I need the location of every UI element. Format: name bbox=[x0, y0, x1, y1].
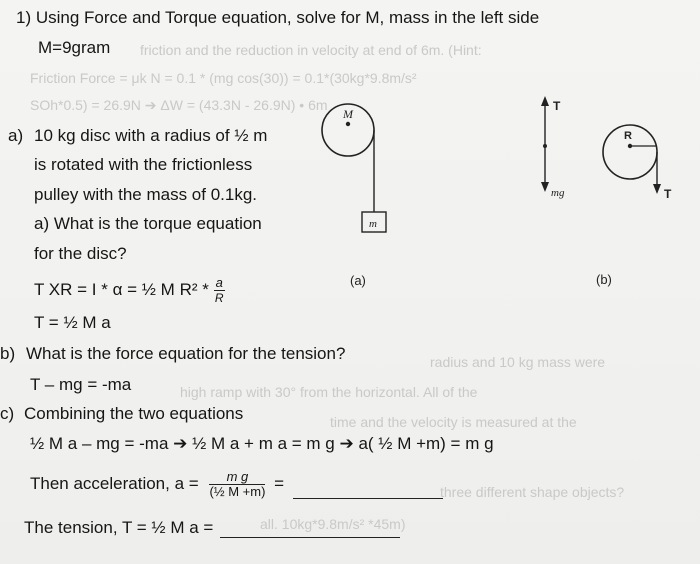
pulley-mass-label: M bbox=[343, 107, 353, 121]
question-header: 1) Using Force and Torque equation, solve for M, mass in the left side bbox=[16, 8, 540, 27]
bleed-text-7: three different shape objects? bbox=[440, 484, 625, 500]
radius-label: R bbox=[624, 130, 632, 142]
tension-label-a: T bbox=[553, 99, 561, 113]
weight-arrow-head bbox=[541, 182, 549, 192]
given-mass: M=9gram bbox=[38, 38, 111, 57]
acceleration-prefix: Then acceleration, a = bbox=[30, 473, 199, 493]
tension-label-b: T bbox=[664, 187, 672, 201]
part-a-line-1: 10 kg disc with a radius of ½ m bbox=[34, 126, 268, 145]
acceleration-num: m g bbox=[209, 470, 265, 485]
part-a-label: a) bbox=[8, 126, 24, 145]
part-a-line-4: a) What is the torque equation bbox=[34, 214, 262, 233]
weight-label: mg bbox=[551, 187, 565, 199]
tension-b-arrow-head bbox=[653, 184, 661, 194]
part-b-label: b) bbox=[0, 344, 16, 363]
bleed-text-8: all. 10kg*9.8m/s² *45m) bbox=[260, 516, 406, 532]
torque-equation-text: T XR = I * α = ½ M R² * bbox=[34, 279, 209, 299]
bleed-text-5: high ramp with 30° from the horizontal. All of the bbox=[180, 384, 478, 400]
acceleration-equals: = bbox=[274, 473, 285, 493]
figure-a bbox=[322, 104, 386, 288]
figure-b-free-body bbox=[541, 96, 565, 199]
block-mass-label: m bbox=[369, 218, 377, 230]
pulley-axle bbox=[346, 122, 350, 126]
mass-point bbox=[543, 144, 547, 148]
torque-fraction-den: R bbox=[214, 291, 224, 305]
force-equation: T – mg = -ma bbox=[30, 375, 132, 394]
part-b-question: What is the force equation for the tension? bbox=[26, 344, 346, 363]
figure-b-disc bbox=[596, 125, 672, 287]
bleed-text-6: time and the velocity is measured at the bbox=[330, 414, 577, 430]
part-c-question: Combining the two equations bbox=[24, 404, 244, 423]
combined-equation: ½ M a – mg = -ma ➔ ½ M a + m a = m g ➔ a( ½ M +m) = m g bbox=[30, 434, 494, 453]
acceleration-den: (½ M +m) bbox=[209, 484, 266, 499]
part-a-line-3: pulley with the mass of 0.1kg. bbox=[34, 185, 258, 204]
caption-b: (b) bbox=[596, 272, 612, 287]
bleed-text-3: SOh*0.5) = 26.9N ➔ ΔW = (43.3N - 26.9N) • 6m bbox=[30, 97, 328, 113]
bleed-text-1: friction and the reduction in velocity at end of 6m. (Hint: bbox=[140, 42, 482, 58]
bleed-text-4: radius and 10 kg mass were bbox=[430, 354, 606, 370]
caption-a: (a) bbox=[350, 273, 366, 288]
torque-result: T = ½ M a bbox=[34, 313, 111, 332]
part-a-line-5: for the disc? bbox=[34, 244, 127, 263]
part-a-line-2: is rotated with the frictionless bbox=[34, 155, 253, 174]
bleed-text-2: Friction Force = μk N = 0.1 * (mg cos(30)) = 0.1*(30kg*9.8m/s² bbox=[30, 70, 417, 86]
tension-prefix: The tension, T = ½ M a = bbox=[24, 518, 214, 537]
part-c-label: c) bbox=[0, 404, 15, 423]
torque-fraction-num: a bbox=[215, 275, 223, 290]
tension-arrow-head bbox=[541, 96, 549, 106]
